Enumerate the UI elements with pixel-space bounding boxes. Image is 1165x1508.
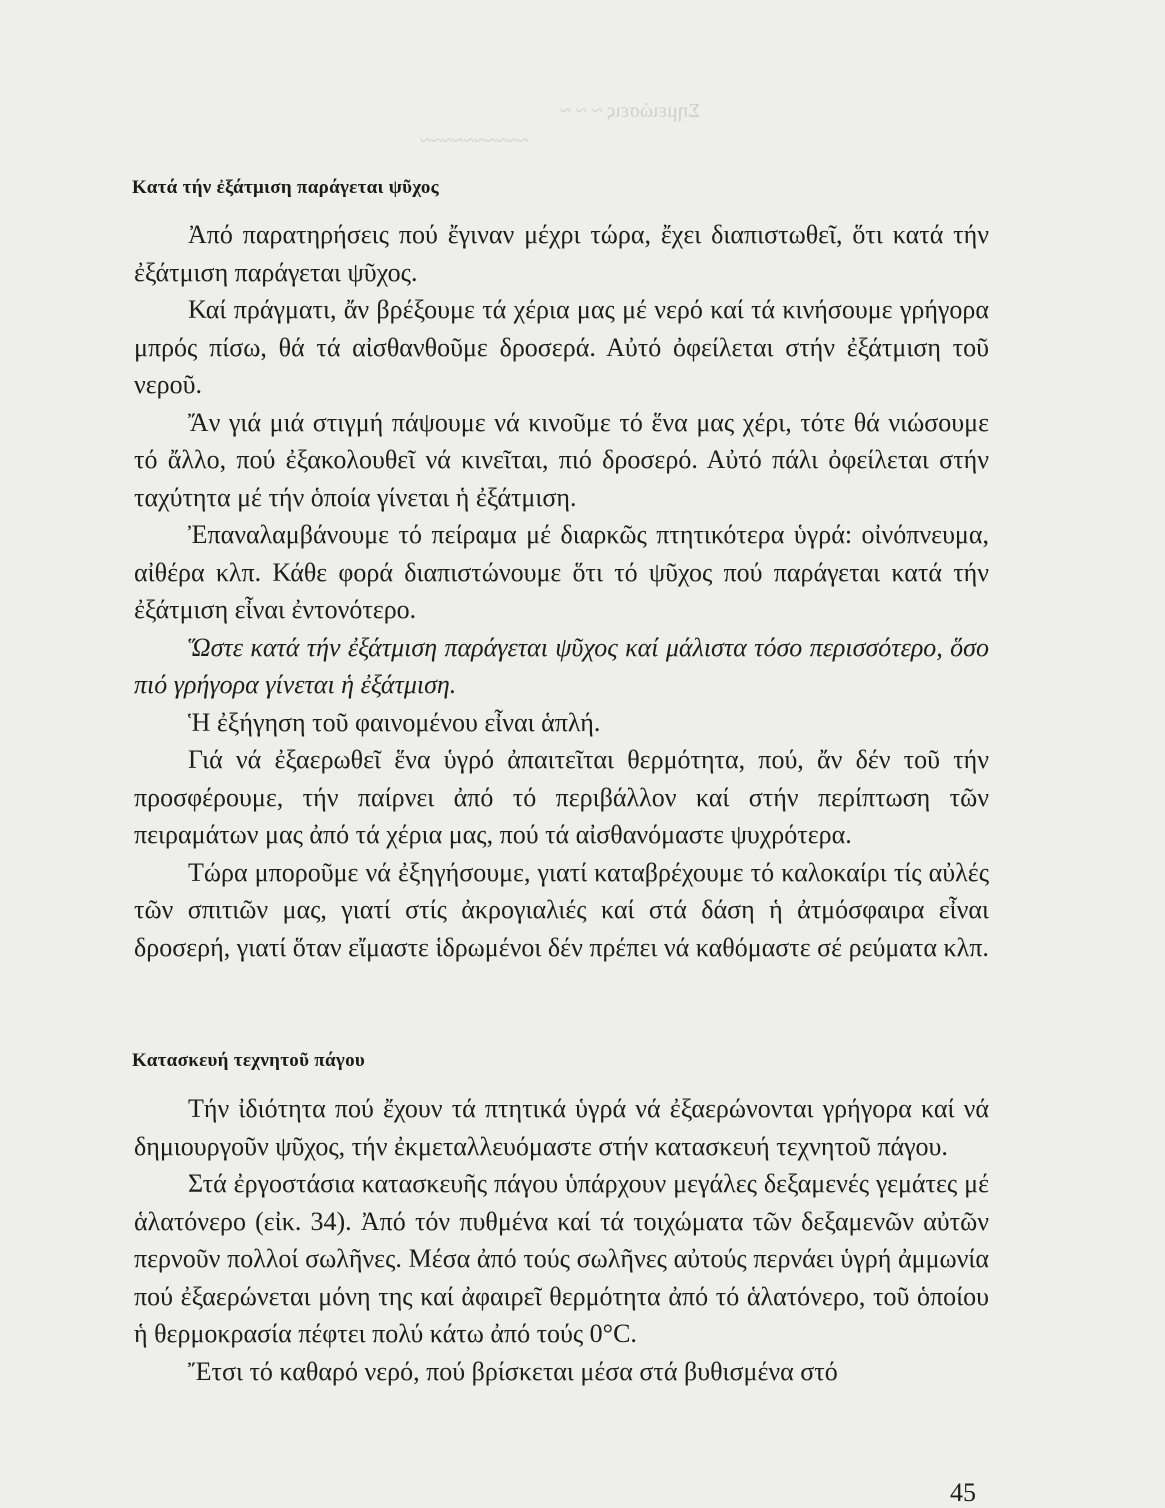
bleed-through-text: ~~~~~~~~~~	[420, 130, 529, 152]
paragraph-emphasis: Ὥστε κατά τήν ἐξάτμιση παράγεται ψῦχος καί μάλιστα τόσο περισσότερο, ὅσο πιό γρήγορα γίνεται ἡ ἐξάτμιση.	[134, 632, 989, 699]
paragraph: Ἔτσι τό καθαρό νερό, πού βρίσκεται μέσα στά βυθισμένα στό	[188, 1356, 838, 1386]
paragraph: Ἐπαναλαμβάνουμε τό πείραμα μέ διαρκῶς πτητικότερα ὑγρά: οἰνόπνευμα, αἰθέρα κλπ. Κάθε φορά διαπιστώνουμε ὅτι τό ψῦχος πού παράγεται κατά τήν ἐξάτμιση εἶναι ἐντονότερο.	[134, 520, 989, 624]
paragraph: Καί πράγματι, ἄν βρέξουμε τά χέρια μας μέ νερό καί τά κινήσουμε γρήγορα μπρός πίσω, θά τά αἰσθανθοῦμε δροσερά. Αὐτό ὀφείλεται στήν ἐξάτμιση τοῦ νεροῦ.	[134, 295, 989, 399]
paragraph: Ἄν γιά μιά στιγμή πάψουμε νά κινοῦμε τό ἕνα μας χέρι, τότε θά νιώσουμε τό ἄλλο, πού ἐξακολουθεῖ νά κινεῖται, πιό δροσερό. Αὐτό πάλι ὀφείλεται στήν ταχύτητα μέ τήν ὁποία γίνεται ἡ ἐξάτμιση.	[134, 407, 989, 512]
section-heading-artificial-ice: Κατασκευή τεχνητοῦ πάγου	[132, 1050, 366, 1071]
paragraph: Ἡ ἐξήγηση τοῦ φαινομένου εἶναι ἁπλή.	[188, 707, 601, 737]
paragraph: Γιά νά ἐξαερωθεῖ ἕνα ὑγρό ἀπαιτεῖται θερμότητα, πού, ἄν δέν τοῦ τήν προσφέρουμε, τήν παίρνει ἀπό τό περιβάλλον καί στήν περίπτωση τῶν πειραμάτων μας ἀπό τά χέρια μας, πού τά αἰσθανόμαστε ψυχρότερα.	[134, 745, 989, 849]
section-body-artificial-ice	[134, 1090, 989, 1390]
paragraph: Ἀπό παρατηρήσεις πού ἔγιναν μέχρι τώρα, ἔχει διαπιστωθεῖ, ὅτι κατά τήν ἐξάτμιση παράγεται ψῦχος.	[134, 220, 989, 287]
section-heading-evaporation: Κατά τήν ἐξάτμιση παράγεται ψῦχος	[132, 177, 439, 198]
section-body-evaporation	[134, 216, 989, 966]
paragraph: Τώρα μποροῦμε νά ἐξηγήσουμε, γιατί καταβρέχουμε τό καλοκαίρι τίς αὐλές τῶν σπιτιῶν μας, γιατί στίς ἀκρογιαλιές καί στά δάση ἡ ἀτμόσφαιρα εἶναι δροσερή, γιατί ὅταν εἴμαστε ἱδρωμένοι δέν πρέπει νά καθόμαστε σέ ρεύματα κλπ.	[134, 857, 989, 962]
paragraph: Στά ἐργοστάσια κατασκευῆς πάγου ὑπάρχουν μεγάλες δεξαμενές γεμάτες μέ ἁλατόνερο (εἰκ. 34). Ἀπό τόν πυθμένα καί τά τοιχώματα τῶν δεξαμενῶν αὐτῶν περνοῦν πολλοί σωλῆνες. Μέσα ἀπό τούς σωλῆνες αὐτούς περνάει ὑγρή ἀμμωνία πού ἐξαερώνεται μόνη της καί ἀφαιρεῖ θερμότητα ἀπό τό ἁλατόνερο, τοῦ ὁποίου ἡ θερμοκρασία πέφτει πολύ κάτω ἀπό τούς 0°C.	[134, 1169, 989, 1348]
bleed-through-text: Σημειώσεις ~ ~ ~	[560, 100, 700, 122]
paragraph: Τήν ἰδιότητα πού ἔχουν τά πτητικά ὑγρά νά ἐξαερώνονται γρήγορα καί νά δημιουργοῦν ψῦχος, τήν ἐκμεταλλευόμαστε στήν κατασκευή τεχνητοῦ πάγου.	[134, 1094, 989, 1161]
page-number: 45	[950, 1478, 976, 1507]
